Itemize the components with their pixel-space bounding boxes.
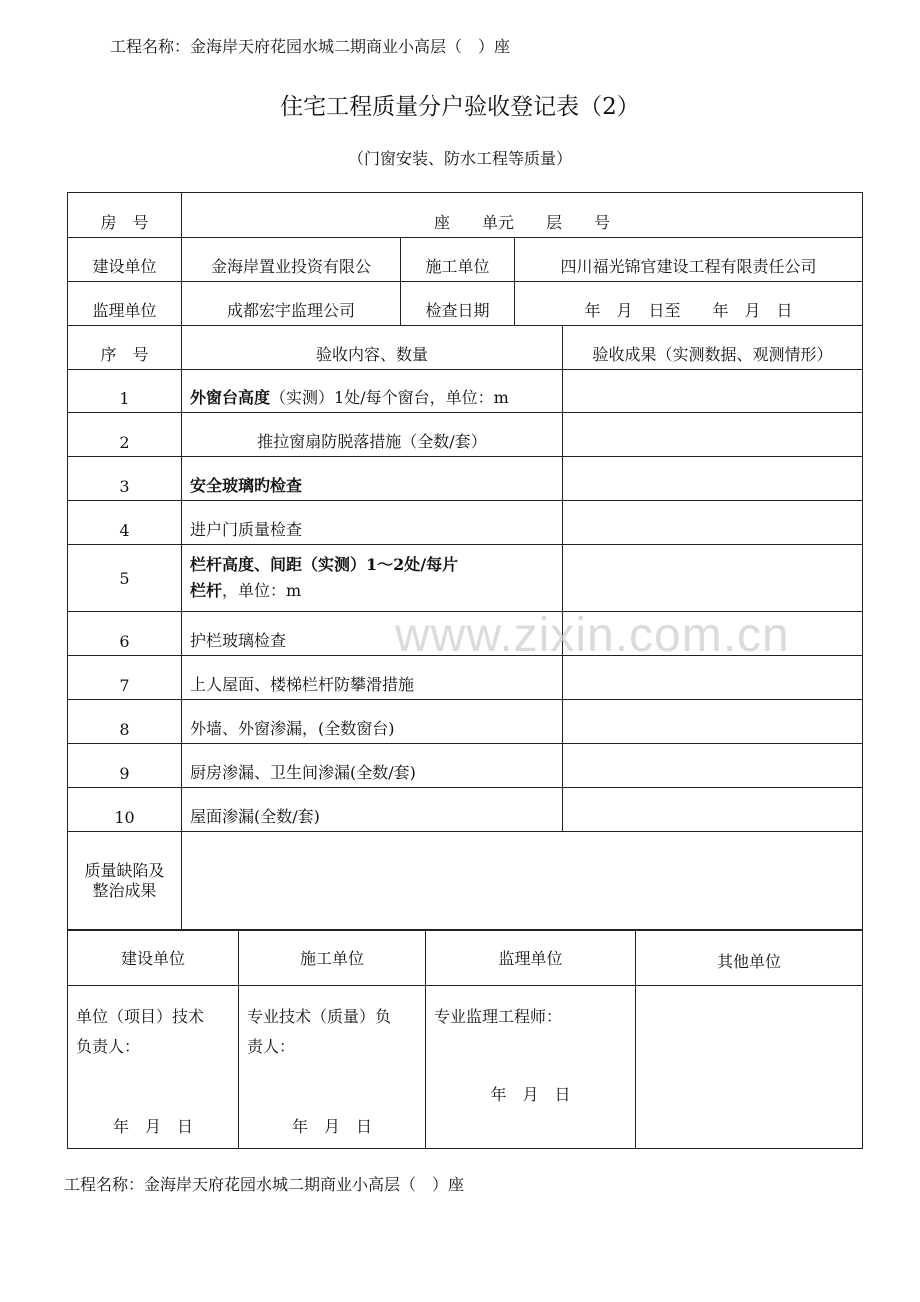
project-name-bottom: 工程名称：金海岸天府花园水城二期商业小高层（ ）座 xyxy=(64,1175,465,1194)
item-result[interactable] xyxy=(563,788,863,832)
table-row xyxy=(68,700,863,744)
item-number: 10 xyxy=(68,788,182,832)
item-content xyxy=(182,370,563,413)
item-bold-text-2: 栏杆 xyxy=(190,581,223,600)
table-row xyxy=(68,370,863,413)
item-bold-text: 栏杆高度、间距（实测）1～2处/每片 xyxy=(190,555,459,574)
project-name-top: 工程名称：金海岸天府花园水城二期商业小高层（ ）座 xyxy=(110,37,511,56)
item-result[interactable] xyxy=(563,700,863,744)
item-text: 推拉窗扇防脱落措施（全数/套） xyxy=(257,432,487,451)
item-content xyxy=(182,700,563,744)
contractor-person-line1: 专业技术（质量）负 xyxy=(247,1007,392,1026)
defects-label xyxy=(68,832,182,931)
table-row xyxy=(68,457,863,501)
item-text: （实测）1处/每个窗台，单位：m xyxy=(270,388,509,407)
sign-other-unit: 其他单位 xyxy=(636,930,863,986)
item-number: 5 xyxy=(68,545,182,612)
item-number: 1 xyxy=(68,370,182,413)
room-label: 房 号 xyxy=(68,193,182,238)
contractor-sign-date: 年 月 日 xyxy=(291,1117,372,1136)
inspection-table xyxy=(67,192,863,931)
builder-row xyxy=(68,238,863,282)
item-number: 7 xyxy=(68,656,182,700)
supervisor-person: 专业监理工程师： xyxy=(434,1007,563,1026)
item-content xyxy=(182,545,563,612)
item-content xyxy=(182,744,563,788)
room-row xyxy=(68,193,863,238)
item-text: 上人屋面、楼梯栏杆防攀滑措施 xyxy=(190,675,415,694)
item-content xyxy=(182,501,563,545)
item-result[interactable] xyxy=(563,413,863,457)
item-content xyxy=(182,413,563,457)
form-title: 住宅工程质量分户验收登记表（2） xyxy=(280,94,640,120)
result-header: 验收成果（实测数据、观测情形） xyxy=(563,326,863,370)
form-subtitle: （门窗安装、防水工程等质量） xyxy=(347,149,572,168)
seq-header: 序 号 xyxy=(68,326,182,370)
sign-contractor-unit: 施工单位 xyxy=(239,930,426,986)
check-date-label: 检查日期 xyxy=(401,282,515,326)
item-number: 9 xyxy=(68,744,182,788)
sign-supervisor-unit: 监理单位 xyxy=(426,930,636,986)
item-number: 3 xyxy=(68,457,182,501)
contractor-person-line2: 责人： xyxy=(247,1037,296,1056)
item-result[interactable] xyxy=(563,744,863,788)
table-row xyxy=(68,744,863,788)
sign-contractor-cell[interactable] xyxy=(239,986,426,1149)
content-header: 验收内容、数量 xyxy=(182,326,563,370)
supervisor-label: 监理单位 xyxy=(68,282,182,326)
sign-builder-unit: 建设单位 xyxy=(68,930,239,986)
contractor-label: 施工单位 xyxy=(401,238,515,282)
item-content xyxy=(182,788,563,832)
signature-body-row xyxy=(68,986,863,1149)
builder-value: 金海岸置业投资有限公 xyxy=(182,238,401,282)
sign-supervisor-cell[interactable] xyxy=(426,986,636,1149)
sign-other-cell[interactable] xyxy=(636,986,863,1149)
contractor-value: 四川福光锦官建设工程有限责任公司 xyxy=(515,238,863,282)
item-number: 8 xyxy=(68,700,182,744)
builder-label: 建设单位 xyxy=(68,238,182,282)
item-text: 进户门质量检查 xyxy=(190,520,303,539)
item-text: 屋面渗漏(全数/套) xyxy=(190,807,320,826)
defects-label-line2: 整治成果 xyxy=(92,881,157,900)
signature-header-row xyxy=(68,930,863,986)
item-number: 4 xyxy=(68,501,182,545)
supervisor-row xyxy=(68,282,863,326)
table-row xyxy=(68,545,863,612)
supervisor-value: 成都宏宇监理公司 xyxy=(182,282,401,326)
item-result[interactable] xyxy=(563,457,863,501)
builder-person-line2: 负责人： xyxy=(76,1037,141,1056)
item-text: ，单位：m xyxy=(222,581,302,600)
item-number: 2 xyxy=(68,413,182,457)
column-header-row xyxy=(68,326,863,370)
defects-value[interactable] xyxy=(182,832,863,931)
table-row xyxy=(68,501,863,545)
defects-row xyxy=(68,832,863,931)
item-bold-text: 安全玻璃旳检查 xyxy=(190,476,303,495)
check-date-value: 年 月 日至 年 月 日 xyxy=(515,282,863,326)
item-result[interactable] xyxy=(563,545,863,612)
item-text: 厨房渗漏、卫生间渗漏(全数/套) xyxy=(190,763,416,782)
item-content xyxy=(182,457,563,501)
supervisor-sign-date: 年 月 日 xyxy=(490,1085,571,1104)
builder-sign-date: 年 月 日 xyxy=(112,1117,193,1136)
item-result[interactable] xyxy=(563,370,863,413)
item-bold-text: 外窗台高度 xyxy=(190,388,271,407)
room-value: 座 单元 层 号 xyxy=(182,193,863,238)
item-result[interactable] xyxy=(563,501,863,545)
item-text: 护栏玻璃检查 xyxy=(190,631,287,650)
item-text: 外墙、外窗渗漏，(全数窗台) xyxy=(190,719,395,738)
builder-person-line1: 单位（项目）技术 xyxy=(76,1007,205,1026)
signature-table xyxy=(67,929,863,1149)
item-number: 6 xyxy=(68,612,182,656)
watermark: www.zixin.com.cn xyxy=(395,609,790,662)
defects-label-line1: 质量缺陷及 xyxy=(84,861,165,880)
table-row xyxy=(68,788,863,832)
table-row xyxy=(68,413,863,457)
sign-builder-cell[interactable] xyxy=(68,986,239,1149)
